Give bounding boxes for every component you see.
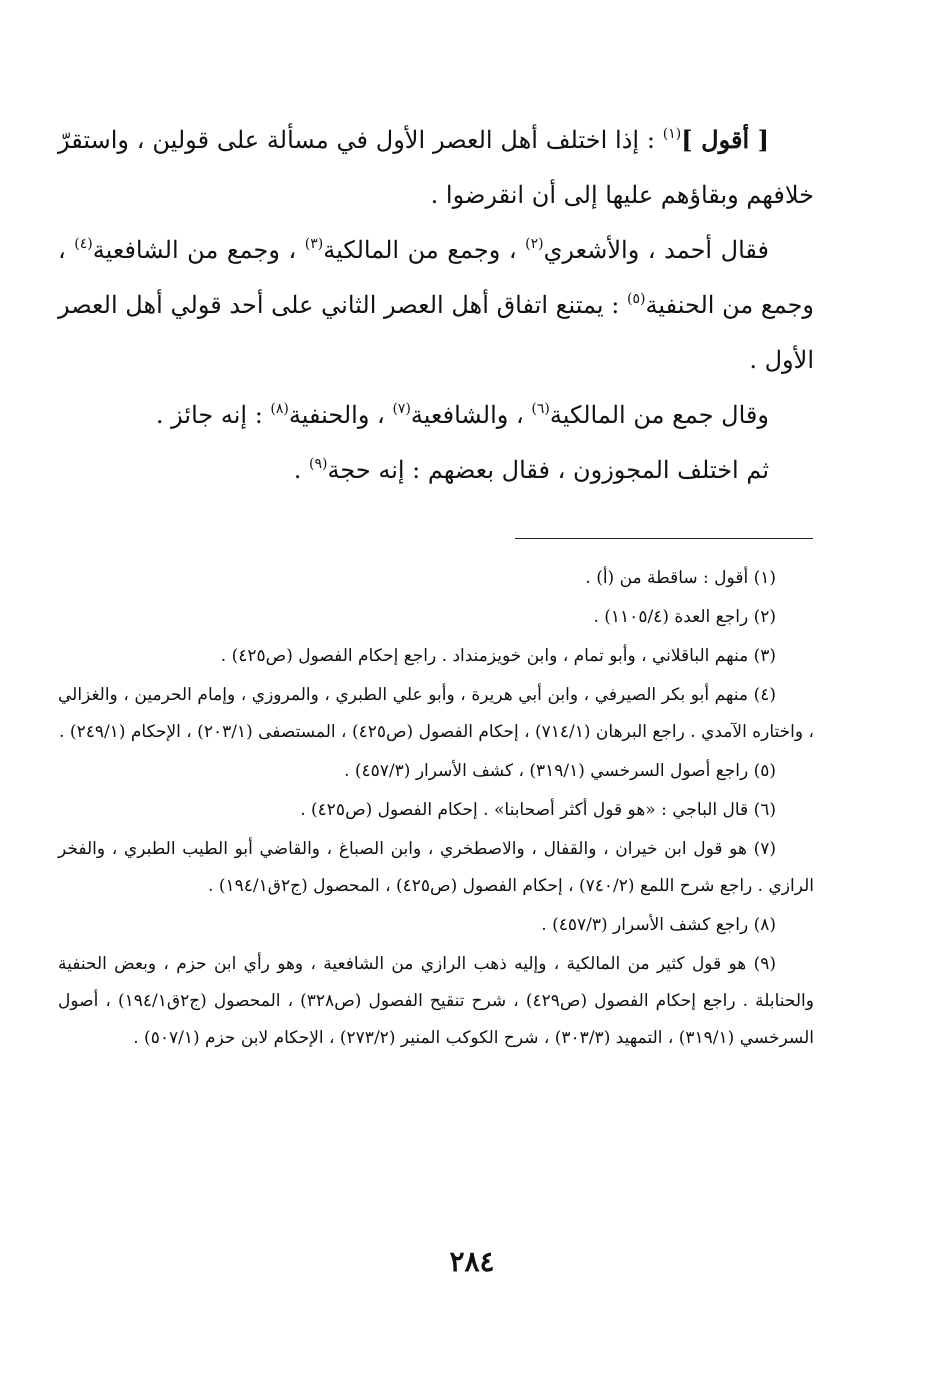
footnote-5: (٥) راجع أصول السرخسي (٣١٩/١) ، كشف الأسرار (٤٥٧/٣) . [344, 761, 776, 781]
footnote-9: (٩) هو قول كثير من المالكية ، وإليه ذهب الرازي من الشافعية ، وهو رأي ابن حزم ، وبعض الحنفية والحنابلة . راجع إحكام الفصول (ص٤٢٩) ، شرح تنقيح الفصول (ص٣٢٨) ، المحصول (ج٢ق١٩٤/١) ، أصول السرخسي (٣١٩/١) ، التمهيد (٣٠٣/٣) ، شرح الكوكب المنير (٢٧٣/٢) ، الإحكام لابن حزم (٥٠٧/١) . [58, 954, 814, 1048]
p2-text-5: : يمتنع اتفاق أهل العصر الثاني على أحد قولي أهل العصر الأول . [58, 291, 814, 374]
p2-text-2: ، وجمع من المالكية [323, 236, 526, 264]
footnote-separator [515, 538, 813, 539]
footnote-ref-6: (٦) [531, 401, 550, 417]
p3-text-1: وقال جمع من المالكية [549, 401, 769, 429]
paragraph-3 [58, 388, 814, 443]
footnote-1: (١) أقول : ساقطة من (أ) . [585, 568, 776, 588]
p3-text-3: ، والحنفية [288, 401, 393, 429]
paragraph-1 [58, 112, 814, 223]
footnote-ref-7: (٧) [392, 401, 411, 417]
footnote-ref-5: (٥) [626, 291, 646, 307]
p3-text-4: : إنه جائز . [155, 401, 271, 429]
footnote-ref-3: (٣) [304, 236, 324, 252]
footnote-3: (٣) منهم الباقلاني ، وأبو تمام ، وابن خويزمنداد . راجع إحكام الفصول (ص٤٢٥) . [220, 646, 776, 666]
p2-text-3: ، وجمع من الشافعية [92, 236, 305, 264]
p4-text-1: ثم اختلف المجوزون ، فقال بعضهم : إنه حجة [327, 456, 769, 484]
footnote-8: (٨) راجع كشف الأسرار (٤٥٧/٣) . [541, 915, 776, 935]
footnote-ref-2: (٢) [525, 236, 544, 252]
footnote-ref-1: (١) [662, 126, 682, 142]
p2-text-4: ، وجمع من الحنفية [58, 236, 815, 319]
p3-text-2: ، والشافعية [410, 401, 532, 429]
p2-text-1: فقال أحمد ، والأشعري [543, 236, 770, 264]
footnote-4: (٤) منهم أبو بكر الصيرفي ، وابن أبي هريرة ، وأبو علي الطبري ، والمروزي ، وإمام الحرمين ، والغزالي ، واختاره الآمدي . راجع البرهان (٧١٤/١) ، إحكام الفصول (ص٤٢٥) ، المستصفى (٢٠٣/١) ، الإحكام (٢٤٩/١) . [58, 685, 814, 742]
footnotes [58, 560, 814, 1059]
footnote-6: (٦) قال الباجي : «هو قول أكثر أصحابنا» . إحكام الفصول (ص٤٢٥) . [300, 800, 776, 820]
term-heading: [ أقول ] [681, 125, 770, 154]
footnote-7: (٧) هو قول ابن خيران ، والقفال ، والاصطخري ، وابن الصباغ ، والقاضي أبو الطيب الطبري ، والفخر الرازي . راجع شرح اللمع (٧٤٠/٢) ، إحكام الفصول (ص٤٢٥) ، المحصول (ج٢ق١٩٤/١) . [58, 839, 814, 896]
page-number: ٢٨٤ [449, 1245, 495, 1278]
paragraph-4 [58, 443, 814, 498]
paragraph-2 [58, 223, 814, 388]
footnote-ref-8: (٨) [270, 401, 289, 417]
footnote-ref-4: (٤) [74, 236, 93, 252]
main-text [58, 112, 814, 498]
p4-text-2: . [293, 456, 310, 484]
footnote-2: (٢) راجع العدة (١١٠٥/٤) . [593, 607, 776, 627]
paragraph-1-text: : إذا اختلف أهل العصر الأول في مسألة على قولين ، واستقرّ خلافهم وبقاؤهم عليها إلى أن انقرضوا . [58, 126, 814, 209]
footnote-ref-9: (٩) [309, 456, 328, 472]
